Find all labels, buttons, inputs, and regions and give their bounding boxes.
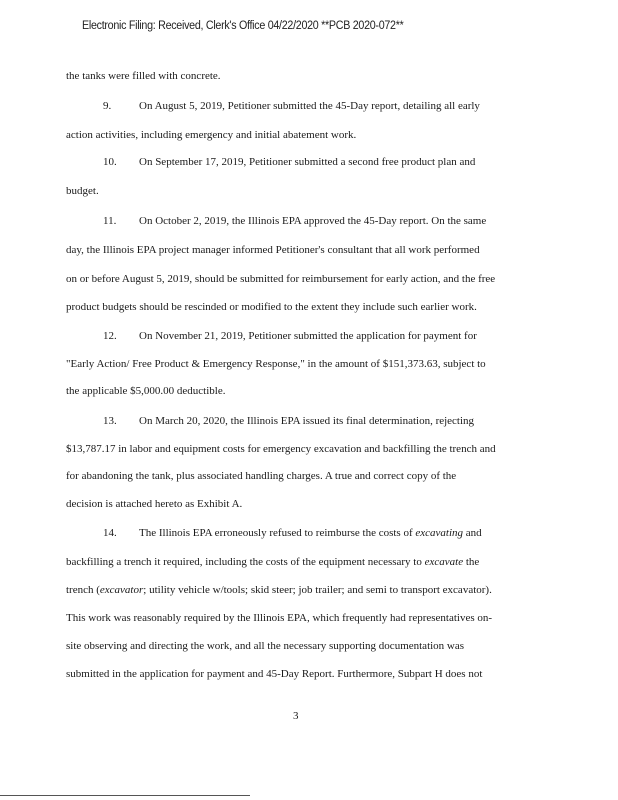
text-line: On November 21, 2019, Petitioner submitted the application for payment for	[139, 330, 477, 342]
paragraph-number: 9.	[103, 100, 112, 112]
paragraph-number: 11.	[103, 215, 117, 227]
text-line: "Early Action/ Free Product & Emergency Response," in the amount of $151,373.63, subject to	[66, 358, 486, 370]
text-line: product budgets should be rescinded or modified to the extent they include such earlier work.	[66, 301, 477, 313]
text-line: the tanks were filled with concrete.	[66, 70, 221, 82]
text-line: backfilling a trench it required, including the costs of the equipment necessary to excavate the	[66, 556, 480, 568]
text-line: the applicable $5,000.00 deductible.	[66, 385, 226, 397]
text-line: On August 5, 2019, Petitioner submitted the 45-Day report, detailing all early	[139, 100, 480, 112]
text-line: submitted in the application for payment and 45-Day Report. Furthermore, Subpart H does not	[66, 668, 483, 680]
page-number: 3	[293, 710, 299, 722]
text-line: On October 2, 2019, the Illinois EPA approved the 45-Day report. On the same	[139, 215, 487, 227]
footer-rule	[0, 795, 250, 796]
text-line: site observing and directing the work, and all the necessary supporting documentation was	[66, 640, 465, 652]
text-line: budget.	[66, 185, 99, 197]
text-line: This work was reasonably required by the Illinois EPA, which frequently had representatives on-	[66, 612, 493, 624]
text-line: on or before August 5, 2019, should be submitted for reimbursement for early action, and the free	[66, 273, 496, 285]
text-line: On March 20, 2020, the Illinois EPA issued its final determination, rejecting	[139, 415, 475, 427]
text-line: day, the Illinois EPA project manager informed Petitioner's consultant that all work performed	[66, 244, 480, 256]
text-line: On September 17, 2019, Petitioner submitted a second free product plan and	[139, 156, 476, 168]
text-line: decision is attached hereto as Exhibit A.	[66, 498, 243, 510]
text-line: action activities, including emergency and initial abatement work.	[66, 129, 357, 141]
paragraph-number: 12.	[103, 330, 117, 342]
paragraph-number: 13.	[103, 415, 117, 427]
paragraph-number: 10.	[103, 156, 117, 168]
text-line: $13,787.17 in labor and equipment costs for emergency excavation and backfilling the trench and	[66, 443, 496, 455]
text-line: for abandoning the tank, plus associated handling charges. A true and correct copy of the	[66, 470, 457, 482]
text-line: trench (excavator; utility vehicle w/tools; skid steer; job trailer; and semi to transport excavator).	[66, 584, 492, 596]
text-line: The Illinois EPA erroneously refused to reimburse the costs of excavating and	[139, 527, 482, 539]
electronic-filing-header: Electronic Filing: Received, Clerk's Office 04/22/2020 **PCB 2020-072**	[82, 20, 404, 32]
paragraph-number: 14.	[103, 527, 117, 539]
